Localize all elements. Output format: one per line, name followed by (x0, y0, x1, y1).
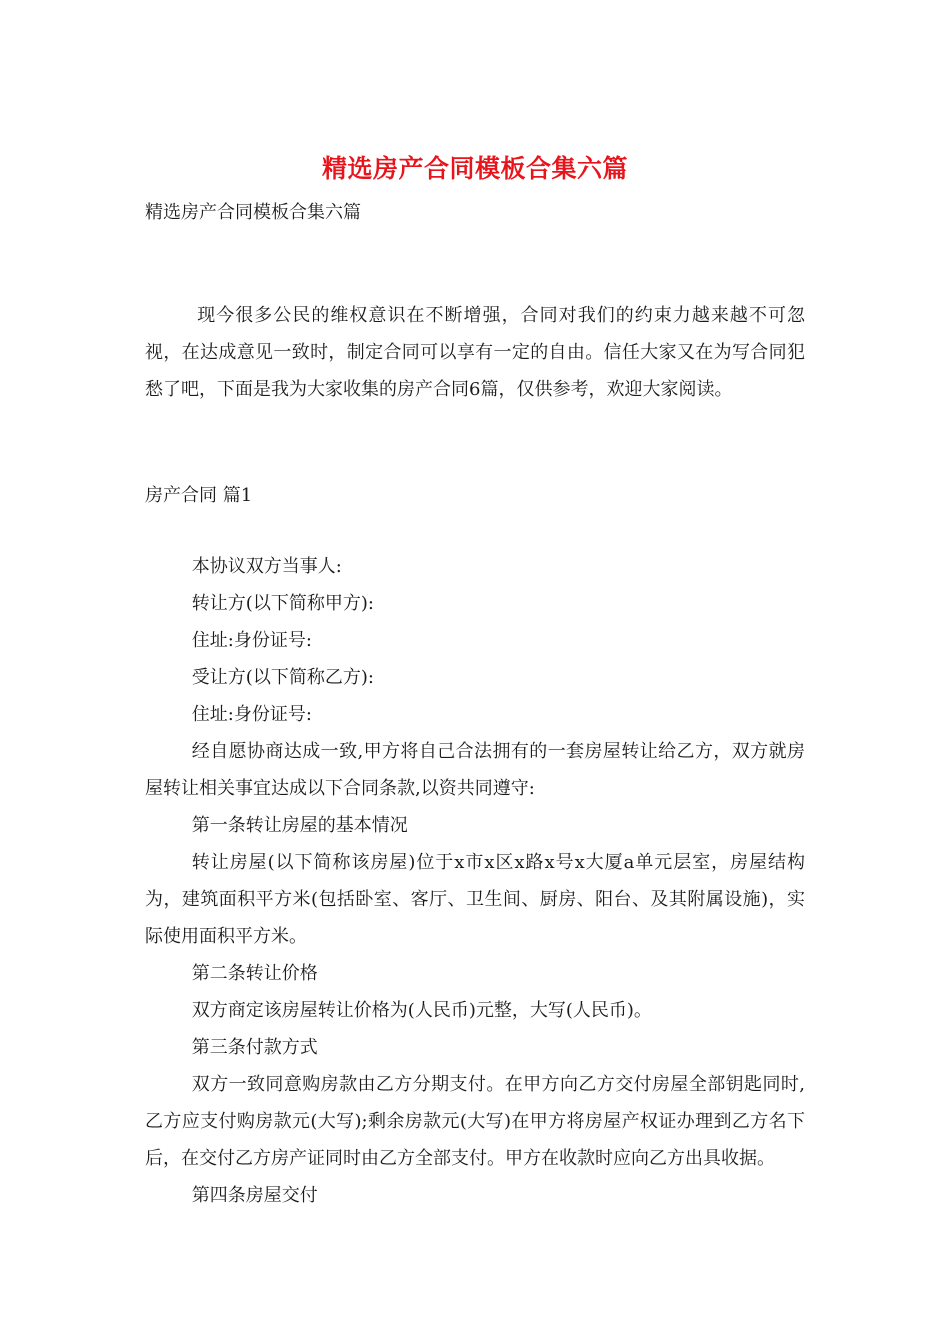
contract-paragraph: 转让房屋(以下简称该房屋)位于x市x区x路x号x大厦a单元层室，房屋结构为，建筑面积平方米(包括卧室、客厅、卫生间、厨房、阳台、及其附属设施)，实际使用面积平方米。 (145, 852, 805, 947)
contract-paragraph: 受让方(以下简称乙方): (191, 667, 374, 688)
intro-paragraph: 现今很多公民的维权意识在不断增强，合同对我们的约束力越来越不可忽视，在达成意见一致时，制定合同可以享有一定的自由。信任大家又在为写合同犯愁了吧，下面是我为大家收集的房产合同6篇，仅供参考，欢迎大家阅读。 (145, 305, 805, 400)
contract-body (145, 548, 805, 1214)
document-title: 精选房产合同模板合集六篇 (321, 154, 628, 183)
contract-paragraph: 双方一致同意购房款由乙方分期支付。在甲方向乙方交付房屋全部钥匙同时,乙方应支付购房款元(大写);剩余房款元(大写)在甲方将房屋产权证办理到乙方名下后，在交付乙方房产证同时由乙方全部支付。甲方在收款时应向乙方出具收据。 (145, 1074, 805, 1169)
contract-paragraph: 经自愿协商达成一致,甲方将自己合法拥有的一套房屋转让给乙方，双方就房屋转让相关事宜达成以下合同条款,以资共同遵守: (145, 741, 805, 799)
section-heading: 房产合同 篇1 (145, 485, 253, 506)
contract-clause-heading: 第一条转让房屋的基本情况 (191, 815, 408, 836)
document-subtitle: 精选房产合同模板合集六篇 (145, 202, 361, 223)
contract-clause-heading: 第四条房屋交付 (191, 1185, 318, 1206)
contract-clause-heading: 第二条转让价格 (191, 963, 318, 984)
contract-paragraph: 本协议双方当事人: (191, 556, 342, 577)
contract-paragraph: 转让方(以下简称甲方): (191, 593, 374, 614)
contract-paragraph: 住址:身份证号: (191, 704, 312, 725)
contract-paragraph: 住址:身份证号: (191, 630, 312, 651)
contract-paragraph: 双方商定该房屋转让价格为(人民币)元整，大写(人民币)。 (191, 1000, 652, 1021)
contract-clause-heading: 第三条付款方式 (191, 1037, 318, 1058)
